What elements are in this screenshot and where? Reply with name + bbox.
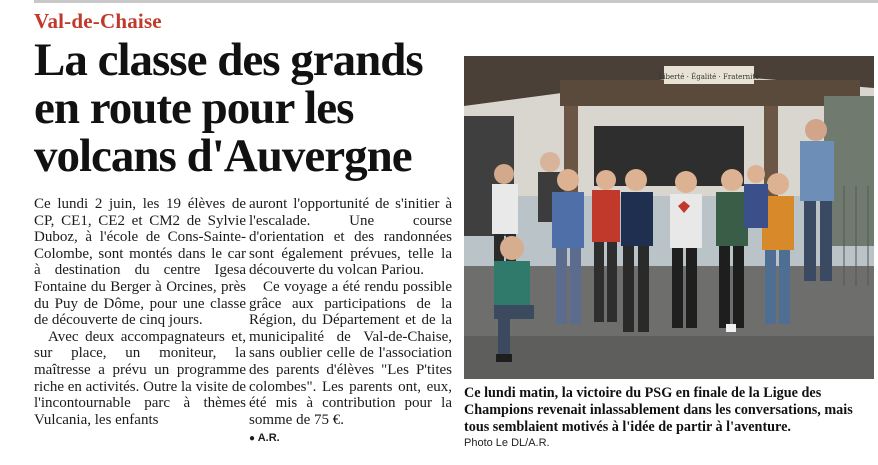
paragraph: Ce voyage a été rendu possible grâce aux participations de la Région, du Département et de la municipalité de Val-de-Chaise, sans oublier celle de l'association des parents d'élèves "Les P'tites colombes". Les parents ont, eux, été mis à contribution pour la somme de 75 €. — [249, 278, 452, 428]
article-column-1 — [34, 196, 246, 428]
bullet-icon: ● — [249, 433, 256, 445]
headline-line-2: en route pour les — [34, 82, 354, 134]
signature-text: A.R. — [257, 432, 280, 445]
group-photo-illustration — [464, 56, 874, 379]
headline-line-1: La classe des grands — [34, 34, 423, 86]
photo-credit: Photo Le DL/A.R. — [464, 437, 550, 449]
paragraph: Avec deux accompagnateurs et, sur place, un moniteur, la maîtresse a prévu un programme riche en activités. Outre la visite de l'incontournable parc à thèmes Vulcania, les enfants — [34, 328, 246, 428]
building-sign-text: Liberté · Égalité · Fraternité — [658, 73, 760, 81]
author-signature — [249, 430, 452, 448]
paragraph: Ce lundi 2 juin, les 19 élèves de CP, CE1, CE2 et CM2 de Sylvie Duboz, à l'école de Cons-Sainte-Colombe, sont montés dans le car à destination du centre Igesa Fontaine du Berger à Orcines, près du Puy de Dôme, pour une classe de découverte de cinq jours. — [34, 196, 246, 329]
top-rule — [34, 0, 878, 3]
article-headline — [34, 36, 454, 180]
article-photo — [464, 56, 874, 379]
paragraph: auront l'opportunité de s'initier à l'escalade. Une course d'orientation et des randonnées sont également prévues, telle la découverte du volcan Pariou. — [249, 196, 452, 279]
headline-line-3: volcans d'Auvergne — [34, 130, 412, 182]
photo-caption: Ce lundi matin, la victoire du PSG en finale de la Ligue des Champions revenait inlassablement dans les conversations, mais tous semblaient motivés à l'idée de partir à l'aventure. — [464, 385, 853, 435]
article-column-2 — [249, 196, 452, 448]
section-kicker: Val-de-Chaise — [34, 9, 162, 33]
